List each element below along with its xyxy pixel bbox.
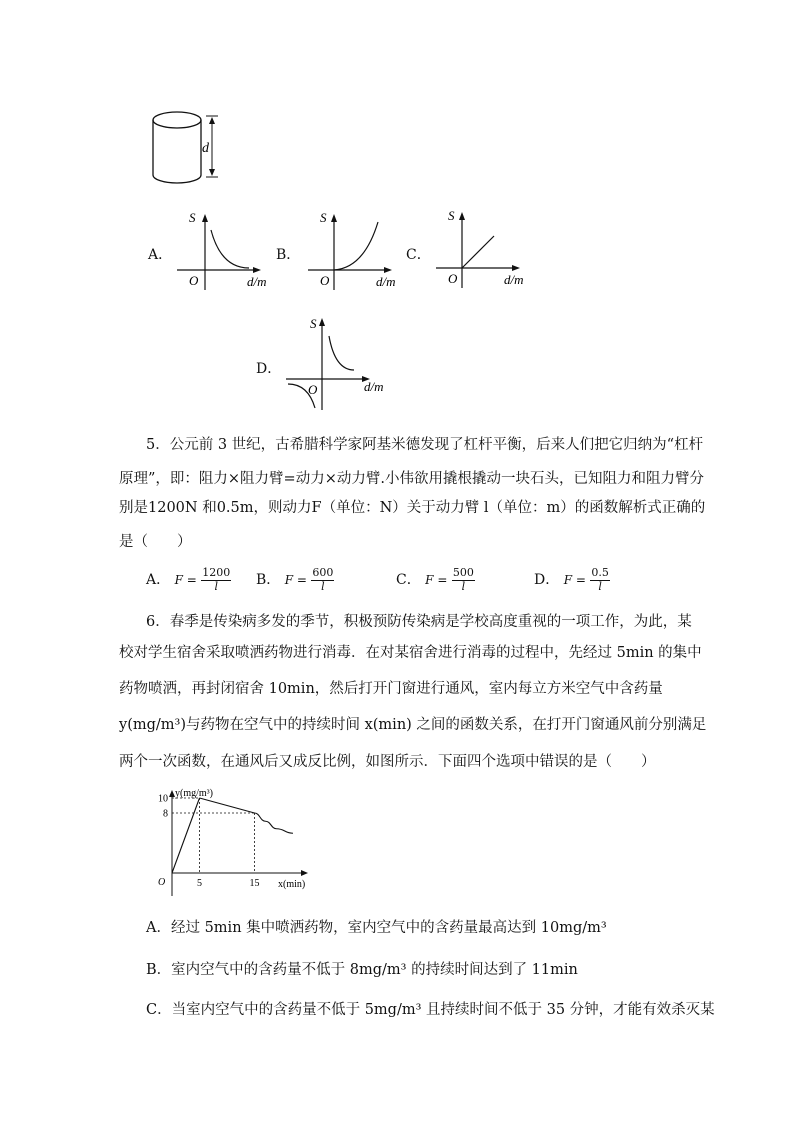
option-lhs: F = bbox=[284, 573, 307, 588]
graph-option-c-letter: C． bbox=[406, 247, 431, 263]
q5-option-b[interactable] bbox=[256, 567, 334, 593]
axis-dm-label: d/m bbox=[364, 379, 384, 394]
cylinder-figure bbox=[140, 100, 240, 195]
fraction-denominator: l bbox=[321, 579, 325, 593]
graph-option-a-letter: A． bbox=[148, 247, 173, 263]
x-tick-label: 15 bbox=[249, 878, 260, 889]
option-lhs: F = bbox=[563, 573, 586, 588]
fraction-denominator: l bbox=[214, 579, 218, 593]
q6-line-5: 两个一次函数，在通风后又成反比例，如图所示．下面四个选项中错误的是（ ） bbox=[119, 754, 656, 770]
series-line-3 bbox=[255, 813, 294, 833]
y-axis-label: y(mg/m³) bbox=[175, 788, 213, 799]
chart-origin-label: O bbox=[158, 877, 166, 888]
option-fraction bbox=[590, 567, 610, 593]
q6-line-3: 药物喷洒，再封闭宿舍 10min，然后打开门窗进行通风，室内每立方米空气中含药量 bbox=[119, 681, 663, 697]
graph-option-d bbox=[282, 312, 397, 412]
graph-option-b-letter: B． bbox=[276, 247, 301, 263]
q5-line-2: 原理”，即：阻力×阻力臂=动力×动力臂.小伟欲用撬根撬动一块石头，已知阻力和阻力臂分 bbox=[119, 471, 704, 487]
origin-label: O bbox=[320, 273, 330, 288]
q6-line-4: y(mg/m³)与药物在空气中的持续时间 x(min) 之间的函数关系，在打开门窗通风前分别满足 bbox=[119, 717, 707, 733]
graph-option-d-letter: D． bbox=[256, 361, 282, 377]
q5-option-a[interactable] bbox=[146, 567, 231, 593]
graph-option-a bbox=[175, 210, 280, 292]
axis-dm-label: d/m bbox=[376, 274, 396, 289]
option-letter: C． bbox=[396, 572, 421, 589]
origin-label: O bbox=[189, 273, 199, 288]
origin-label: O bbox=[448, 271, 458, 286]
q5-line-4: 是（ ） bbox=[119, 534, 192, 550]
axis-s-label: S bbox=[448, 208, 455, 223]
option-letter: B． bbox=[256, 572, 281, 589]
axis-s-label: S bbox=[320, 210, 327, 225]
origin-label: O bbox=[308, 382, 318, 397]
option-fraction bbox=[452, 567, 475, 593]
dose-chart bbox=[148, 782, 318, 900]
fraction-numerator: 500 bbox=[452, 566, 474, 579]
option-fraction bbox=[311, 567, 334, 593]
series-line-2 bbox=[200, 798, 255, 813]
y-tick-label: 10 bbox=[158, 793, 168, 805]
graph-option-c bbox=[434, 208, 539, 290]
q6-option-b[interactable]: B．室内空气中的含药量不低于 8mg/m³ 的持续时间达到了 11min bbox=[146, 962, 578, 978]
option-lhs: F = bbox=[174, 573, 197, 588]
axis-s-label: S bbox=[189, 210, 196, 225]
q5-option-d[interactable] bbox=[534, 567, 610, 593]
q6-line-1: 6．春季是传染病多发的季节，积极预防传染病是学校高度重视的一项工作，为此，某 bbox=[146, 614, 692, 630]
q5-line-1: 5．公元前 3 世纪，古希腊科学家阿基米德发现了杠杆平衡，后来人们把它归纳为“杠杆 bbox=[146, 437, 704, 453]
y-tick-label: 8 bbox=[163, 808, 168, 820]
fraction-denominator: l bbox=[461, 579, 466, 593]
axis-dm-label: d/m bbox=[247, 274, 267, 289]
fraction-numerator: 600 bbox=[312, 566, 334, 579]
option-fraction bbox=[201, 567, 231, 593]
series-line-1 bbox=[172, 798, 200, 873]
fraction-denominator: l bbox=[598, 579, 602, 593]
fraction-numerator: 1200 bbox=[202, 566, 231, 579]
q5-line-3: 别是1200N 和0.5m，则动力F（单位：N）关于动力臂 l（单位：m）的函数解析式正确的 bbox=[119, 500, 706, 516]
axis-dm-label: d/m bbox=[504, 272, 524, 287]
graph-option-b bbox=[306, 210, 411, 292]
option-letter: D． bbox=[534, 572, 560, 589]
axis-s-label: S bbox=[310, 316, 317, 331]
q6-line-2: 校对学生宿舍采取喷洒药物进行消毒．在对某宿舍进行消毒的过程中，先经过 5min 的集中 bbox=[119, 645, 702, 661]
fraction-numerator: 0.5 bbox=[591, 566, 609, 579]
option-lhs: F = bbox=[425, 573, 448, 588]
x-tick-label: 5 bbox=[197, 878, 202, 889]
q6-option-c[interactable]: C．当室内空气中的含药量不低于 5mg/m³ 且持续时间不低于 35 分钟，才能有效杀灭某 bbox=[146, 1002, 715, 1018]
option-letter: A． bbox=[146, 572, 171, 589]
cylinder-dim-label: d bbox=[202, 141, 209, 156]
q5-option-c[interactable] bbox=[396, 567, 475, 593]
x-axis-label: x(min) bbox=[278, 879, 306, 890]
x-axis-arrow bbox=[301, 870, 308, 876]
q6-option-a[interactable]: A．经过 5min 集中喷洒药物，室内空气中的含药量最高达到 10mg/m³ bbox=[146, 920, 607, 936]
